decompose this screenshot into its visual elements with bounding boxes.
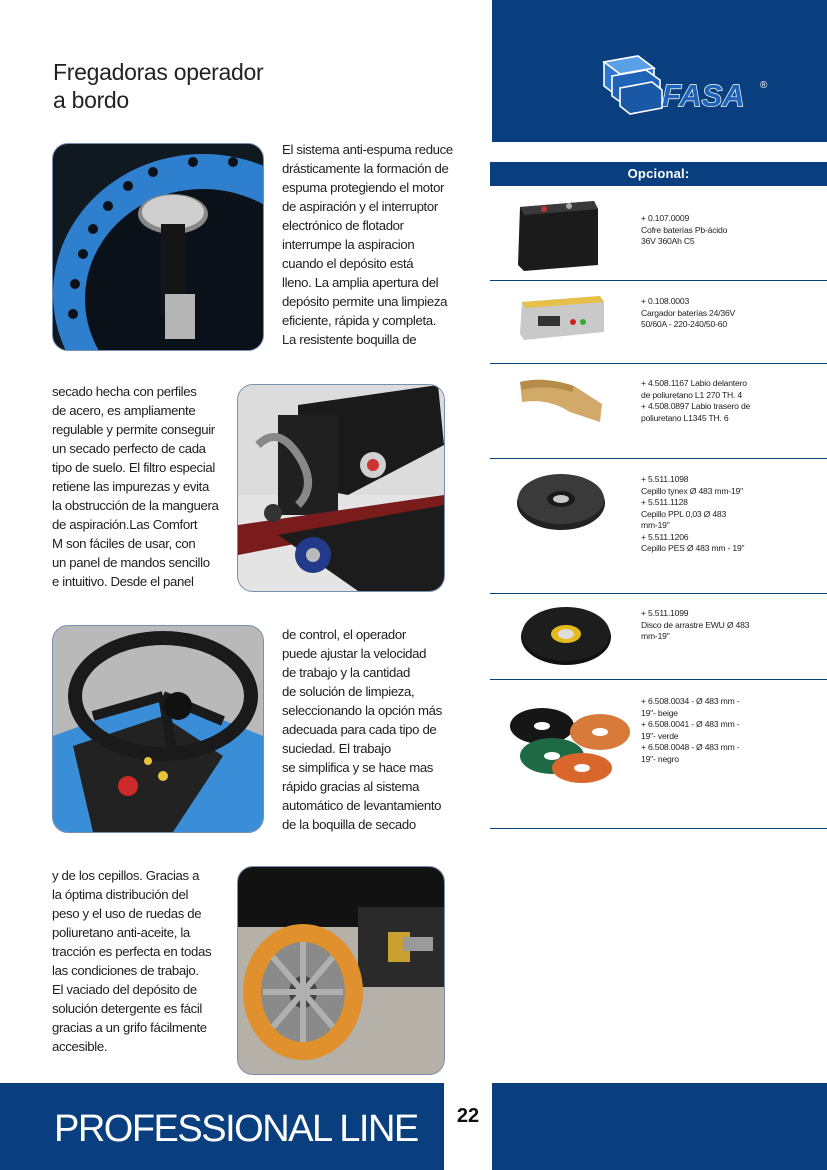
page-title <box>53 58 353 114</box>
page-title-line1: Fregadoras operador <box>53 59 264 85</box>
option-separator <box>490 280 827 281</box>
fasa-logo <box>598 48 778 118</box>
option-item-2: + 0.108.0003 Cargador baterías 24/36V 50/60A - 220-240/50-60 <box>641 296 736 329</box>
option-item-3: + 4.508.1167 Labio delantero de poliuretano L1 270 TH. 4 + 4.508.0897 Labio trasero de poliuretano L1345 TH. 6 <box>641 378 751 423</box>
page-title-line2: a bordo <box>53 87 129 113</box>
body-paragraph-1: El sistema anti-espuma reduce drásticamente la formación de espuma protegiendo el motor de aspiración y el interruptor electrónico de flotador interrumpe la aspiracion cuando el depósito está lleno. La amplia apertura del depósito permite una limpieza eficiente, rápida y completa. La resistente boquilla de <box>282 142 453 347</box>
option-item-4: + 5.511.1098 Cepillo tynex Ø 483 mm-19" + 5.511.1128 Cepillo PPL 0,03 Ø 483 mm-19" + 5.511.1206 Cepillo PES Ø 483 mm - 19" <box>641 474 745 553</box>
page-number: 22 <box>456 1105 480 1127</box>
option-image-blades <box>514 372 606 430</box>
logo-text: FASA <box>662 78 745 113</box>
option-image-battery <box>514 195 598 273</box>
footer-title: PROFESSIONAL LINE <box>54 1108 418 1150</box>
option-item-6: + 6.508.0034 - Ø 483 mm - 19"- beige + 6.508.0041 - Ø 483 mm - 19"- verde + 6.508.0048 - Ø 483 mm - 19"- negro <box>641 696 740 764</box>
logo-cubes-icon <box>604 56 662 114</box>
footer-right-band <box>492 1083 827 1170</box>
photo-squeegee-wheels <box>237 384 445 592</box>
photo-tank-filter <box>52 143 264 351</box>
body-paragraph-4: y de los cepillos. Gracias a la óptima distribución del peso y el uso de ruedas de poliuretano anti-aceite, la tracción es perfecta en todas las condiciones de trabajo. El vaciado del depósito de solución detergente es fácil gracias a un grifo fácilmente accesible. <box>52 868 212 1054</box>
body-paragraph-2: secado hecha con perfiles de acero, es ampliamente regulable y permite conseguir un secado perfecto de cada tipo de suelo. El filtro especial retiene las impurezas y evita la obstrucción de la manguera de aspiración.Las Comfort M son fáciles de usar, con un panel de mandos sencillo e intuitivo. Desde el panel <box>52 384 219 589</box>
option-separator <box>490 458 827 459</box>
option-item-1: + 0.107.0009 Cofre baterías Pb-ácido 36V 360Ah C5 <box>641 213 728 246</box>
option-separator <box>490 679 827 680</box>
option-separator <box>490 828 827 829</box>
option-image-drive-disc <box>520 604 612 666</box>
photo-steering-panel <box>52 625 264 833</box>
option-item-5: + 5.511.1099 Disco de arrastre EWU Ø 483 mm-19" <box>641 608 750 641</box>
option-image-brush <box>516 471 606 531</box>
options-heading: Opcional: <box>490 162 827 186</box>
photo-traction-wheel <box>237 866 445 1075</box>
logo-registered: ® <box>760 80 768 91</box>
option-separator <box>490 593 827 594</box>
option-image-pads <box>508 704 630 784</box>
body-paragraph-3: de control, el operador puede ajustar la velocidad de trabajo y la cantidad de solución de limpieza, seleccionando la opción más adecuada para cada tipo de suciedad. El trabajo se simplifica y se hace mas rápido gracias al sistema automático de levantamiento de la boquilla de secado <box>282 627 442 832</box>
option-separator <box>490 363 827 364</box>
option-image-charger <box>518 292 604 344</box>
